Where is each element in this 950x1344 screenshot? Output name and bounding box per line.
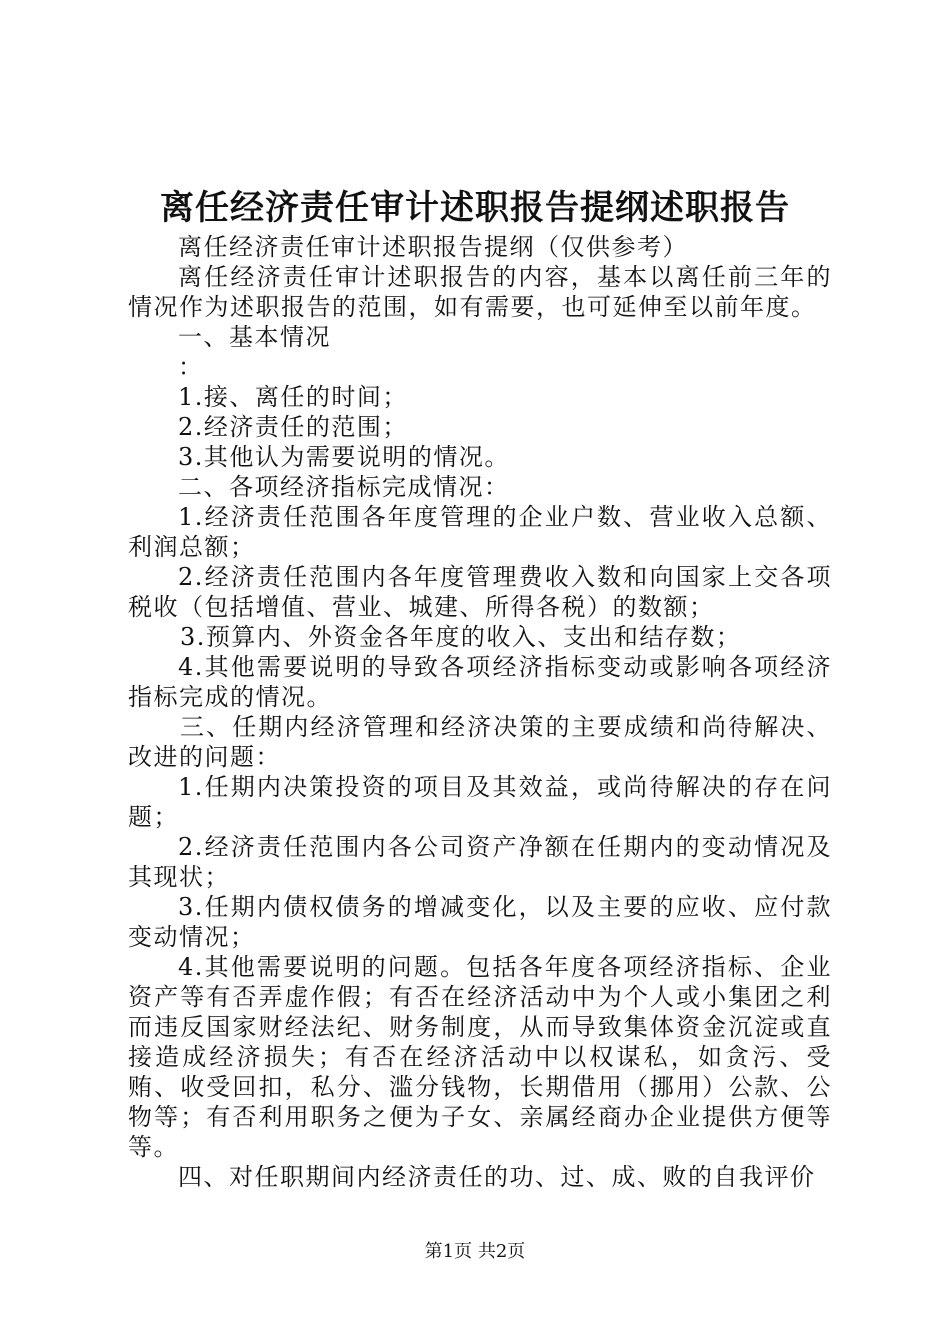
paragraph: 四、对任职期间内经济责任的功、过、成、败的自我评价 [178,1163,816,1191]
paragraph: 4.其他需要说明的导致各项经济指标变动或影响各项经济指标完成的情况。 [128,653,832,711]
paragraph: 二、各项经济指标完成情况： [178,473,510,501]
paragraph: 4.其他需要说明的问题。包括各年度各项经济指标、企业资产等有否弄虚作假；有否在经济活动中为个人或小集团之利而违反国家财经法纪、财务制度，从而导致集体资金沉淀或直接造成经济损失；有否在经济活动中以权谋私，如贪污、受贿、收受回扣，私分、滥分钱物，长期借用（挪用）公款、公物等；有否利用职务之便为子女、亲属经商办企业提供方便等等。 [128,953,832,1161]
paragraph: 2.经济责任的范围； [178,413,408,441]
paragraph: 三、任期内经济管理和经济决策的主要成绩和尚待解决、改进的问题： [128,713,832,771]
paragraph: 2.经济责任范围内各公司资产净额在任期内的变动情况及其现状； [128,833,832,891]
paragraph: 3.其他认为需要说明的情况。 [178,443,510,471]
page-footer: 第1页 共2页 [424,1241,526,1262]
paragraph: 离任经济责任审计述职报告的内容，基本以离任前三年的情况作为述职报告的范围，如有需要，也可延伸至以前年度。 [128,263,832,321]
paragraph: 3.预算内、外资金各年度的收入、支出和结存数； [180,623,742,651]
paragraph: 2.经济责任范围内各年度管理费收入数和向国家上交各项税收（包括增值、营业、城建、所得各税）的数额； [128,563,832,621]
paragraph: ： [178,353,204,381]
document-title: 离任经济责任审计述职报告提纲述职报告 [160,188,790,228]
paragraph: 3.任期内债权债务的增减变化，以及主要的应收、应付款变动情况； [128,893,832,951]
document-body [128,232,832,1192]
paragraph: 离任经济责任审计述职报告提纲（仅供参考） [178,233,688,261]
paragraph: 1.任期内决策投资的项目及其效益，或尚待解决的存在问题； [128,773,832,831]
paragraph: 1.经济责任范围各年度管理的企业户数、营业收入总额、利润总额； [128,503,832,561]
paragraph: 1.接、离任的时间； [178,383,408,411]
paragraph: 一、基本情况 [178,323,331,351]
